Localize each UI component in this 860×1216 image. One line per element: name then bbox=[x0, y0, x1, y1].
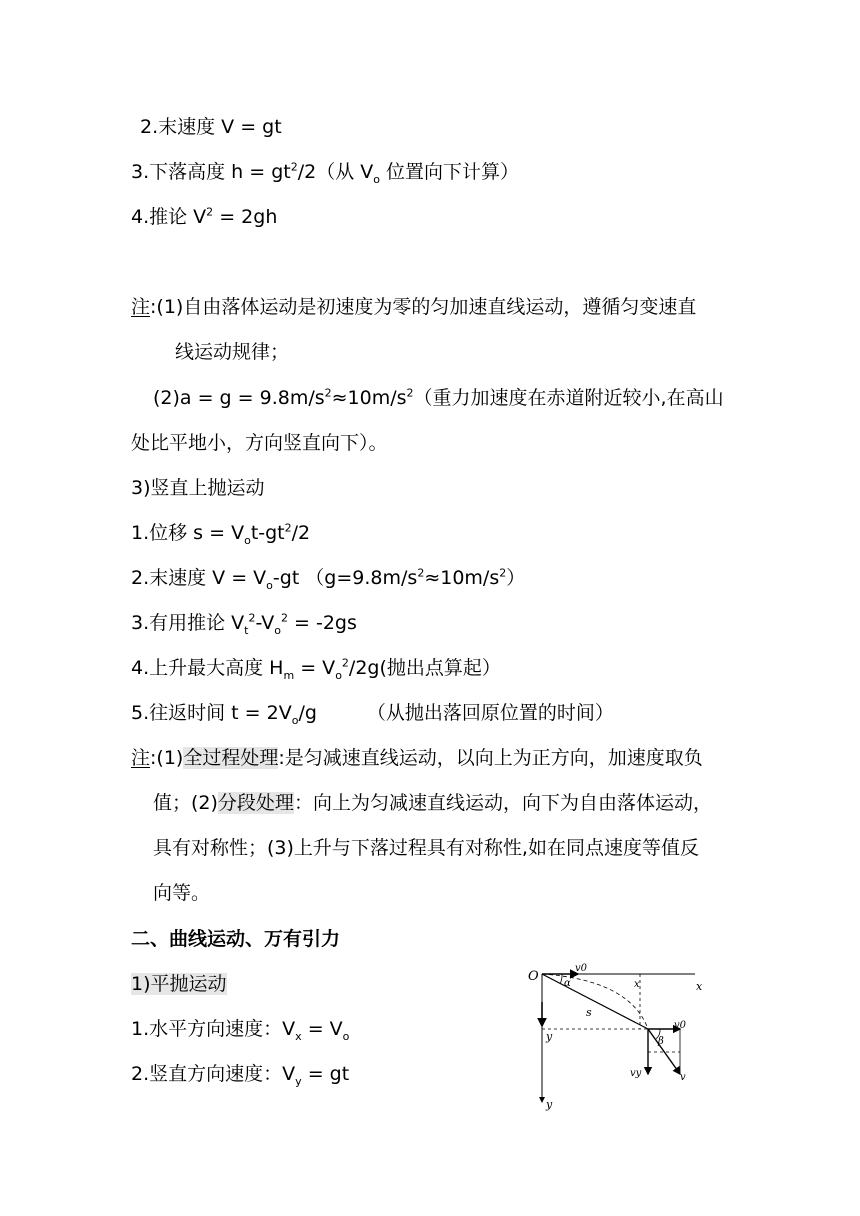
vertical-corollary: 3.有用推论 $V_t^2-V_o^2 = -2gs$ bbox=[131, 611, 357, 637]
label-beta: β bbox=[658, 1036, 664, 1047]
freefall-final-velocity: 2.末速度 V = gt bbox=[140, 116, 282, 138]
vertical-round-trip: 5.往返时间 $t = 2V_o/g$ （从抛出落回原位置的时间） bbox=[131, 702, 614, 727]
label-vy: vy bbox=[630, 1068, 642, 1079]
horizontal-velocity: 1.水平方向速度：$V_x = V_o$ bbox=[131, 1018, 350, 1043]
note1-line1: 注:(1)自由落体运动是初速度为零的匀加速直线运动，遵循匀变速直 bbox=[131, 296, 697, 318]
displacement-line bbox=[542, 974, 648, 1029]
label-v0-top: v0 bbox=[575, 963, 588, 974]
note1-line3: $(2)a = g = 9.8m/s^2\approx 10m/s^2$（重力加速度在赤道附近较小,在高山 bbox=[153, 386, 724, 409]
label-y-mark: y bbox=[546, 1030, 553, 1043]
projectile-heading: 1)平抛运动 bbox=[131, 973, 227, 995]
vertical-max-height: 4.上升最大高度 $H_m = V_o^2/2g$(抛出点算起） bbox=[131, 656, 501, 682]
label-x-axis: x bbox=[696, 980, 703, 993]
alpha-arc bbox=[560, 974, 562, 984]
projectile-diagram bbox=[520, 962, 720, 1112]
vertical-final-velocity: 2.末速度 $V = V_o-gt$ $(g=9.8m/s^2\approx 10m/s^2)$ bbox=[131, 566, 526, 592]
note1-line2: 线运动规律； bbox=[175, 341, 290, 363]
note1-line4: 处比平地小，方向竖直向下）。 bbox=[131, 432, 388, 454]
label-O: O bbox=[528, 969, 539, 984]
label-v: v bbox=[680, 1072, 686, 1083]
vertical-throw-heading: 3)竖直上抛运动 bbox=[131, 477, 265, 499]
note2-line3: 具有对称性；(3)上升与下落过程具有对称性,如在同点速度等值反 bbox=[153, 837, 699, 859]
label-x-mark: x bbox=[634, 979, 640, 990]
vertical-velocity: 2.竖直方向速度：$V_y$ = gt bbox=[131, 1063, 350, 1088]
vertical-displacement: 1.位移 $s = V_ot-gt^2/2$ bbox=[131, 521, 311, 547]
note-mark: 注 bbox=[131, 296, 151, 318]
label-s: s bbox=[586, 1006, 592, 1019]
note2-line1: 注:(1)全过程处理:是匀减速直线运动，以向上为正方向，加速度取负 bbox=[131, 747, 703, 769]
label-y-axis: y bbox=[546, 1098, 553, 1111]
note2-line2: 值；(2)分段处理：向上为匀减速直线运动，向下为自由落体运动， bbox=[153, 792, 712, 814]
highlight-segmented: 分段处理 bbox=[217, 792, 294, 814]
freefall-corollary: 4.推论 $V^2 = 2gh$ bbox=[131, 205, 278, 228]
highlight-whole-process: 全过程处理 bbox=[183, 747, 279, 769]
v-arrow bbox=[648, 1029, 680, 1074]
label-alpha: α bbox=[564, 978, 571, 989]
note2-line4: 向等。 bbox=[153, 882, 211, 904]
label-v0-right: v0 bbox=[674, 1020, 687, 1031]
section-heading: 二、曲线运动、万有引力 bbox=[131, 928, 341, 950]
freefall-height: 3.下落高度 $h = gt^2/2$（从 $V_o$ 位置向下计算） bbox=[131, 160, 520, 186]
note-mark: 注 bbox=[131, 747, 151, 769]
